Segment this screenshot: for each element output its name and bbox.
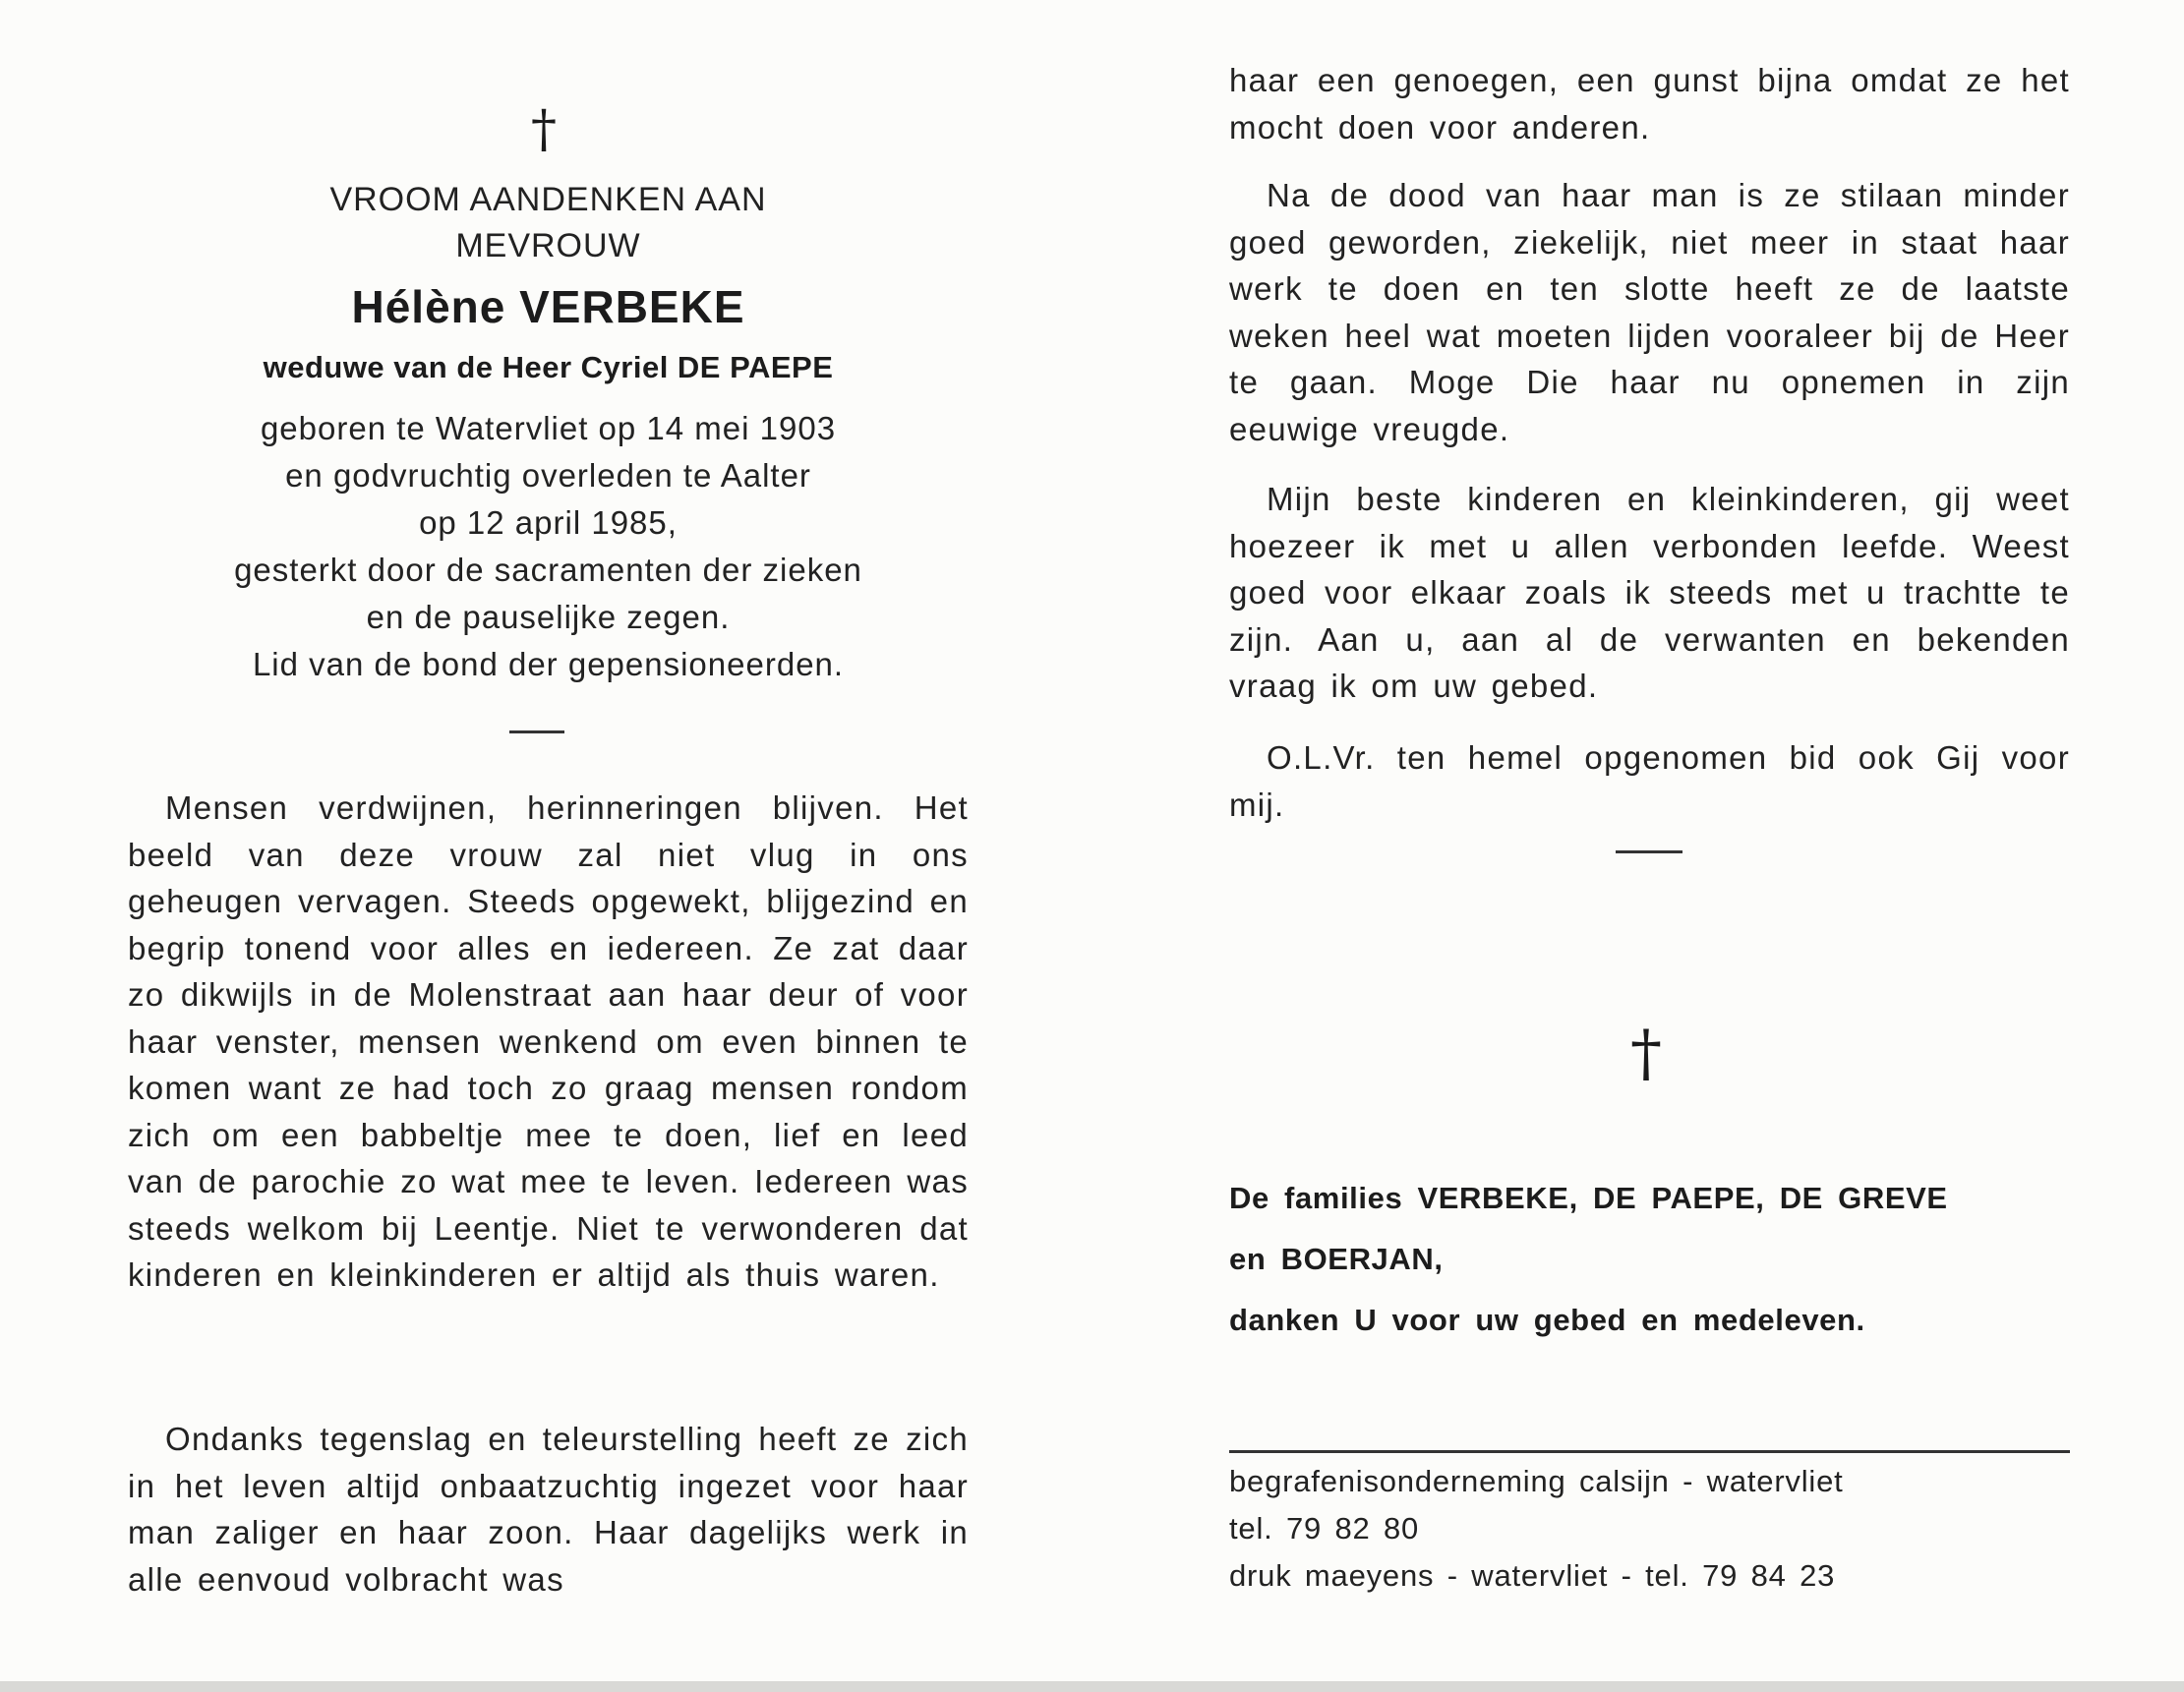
birth-line-5: en de pauselijke zegen. — [366, 599, 731, 635]
paragraph-continued: haar een genoegen, een gunst bijna omdat ze het mocht doen voor anderen. — [1229, 62, 2070, 146]
card-edge — [0, 1681, 2184, 1692]
paragraph-memory: Mensen verdwijnen, herinneringen blijven. Het beeld van deze vrouw zal niet vlug in ons geheugen vervagen. Steeds opgewekt, blijgezind en begrip tonend voor alles en iedereen. Ze zat daar zo dikwijls in de Molenstraat aan haar deur of voor haar venster, mensen wenkend om even binnen te komen want ze had toch zo graag mensen rondom zich om een babbeltje mee te doen, lief en leed van de parochie zo wat mee te leven. Iedereen was steeds welkom bij Leentje. Niet te verwonderen dat kinderen en kleinkinderen er altijd als thuis waren. — [128, 789, 969, 1293]
footer-rule — [1229, 1450, 2070, 1453]
heading-line-1: VROOM AANDENKEN AAN — [329, 181, 767, 218]
paragraph-farewell: Mijn beste kinderen en kleinkinderen, gij weet hoezeer ik met u allen verbonden leefde. Weest goed voor elkaar zoals ik steeds met u trachtte te zijn. Aan u, aan al de verwanten en bekenden vraag ik om uw gebed. — [1229, 481, 2070, 704]
birth-line-3: op 12 april 1985, — [419, 504, 678, 541]
families-line-3: danken U voor uw gebed en medeleven. — [1229, 1303, 1865, 1337]
families-line-2: en BOERJAN, — [1229, 1242, 1444, 1276]
birth-line-4: gesterkt door de sacramenten der zieken — [234, 552, 862, 588]
separator-dash-right — [1616, 850, 1682, 853]
top-cross-icon: † — [531, 100, 557, 159]
paragraph-illness: Na de dood van haar man is ze stilaan minder goed geworden, ziekelijk, niet meer in staat haar werk te doen en ten slotte heeft ze de laatste weken heel wat moeten lijden vooraleer bij de Heer te gaan. Moge Die haar nu opnemen in zijn eeuwige vreugde. — [1229, 177, 2070, 447]
families-line-1: De families VERBEKE, DE PAEPE, DE GREVE — [1229, 1181, 1948, 1215]
deceased-name: Hélène VERBEKE — [351, 281, 745, 332]
widow-of: weduwe van de Heer Cyriel DE PAEPE — [263, 350, 834, 384]
funeral-tel: tel. 79 82 80 — [1229, 1511, 1420, 1546]
paragraph-dedication: Ondanks tegenslag en teleurstelling heeft ze zich in het leven altijd onbaatzuchtig ingezet voor haar man zaliger en haar zoon. Haar dagelijks werk in alle eenvoud volbracht was — [128, 1421, 969, 1598]
birth-line-6: Lid van de bond der gepensioneerden. — [252, 646, 845, 682]
heading-line-2: MEVROUW — [455, 227, 641, 264]
header-block — [128, 177, 969, 688]
birth-details — [128, 405, 969, 688]
birth-line-2: en godvruchtig overleden te Aalter — [285, 457, 811, 494]
birth-line-1: geboren te Watervliet op 14 mei 1903 — [260, 410, 837, 446]
separator-dash — [509, 730, 564, 733]
families-thanks — [1229, 1168, 2070, 1351]
paragraph-prayer: O.L.Vr. ten hemel opgenomen bid ook Gij voor mij. — [1229, 739, 2070, 823]
footer-info — [1229, 1458, 2070, 1600]
funeral-home: begrafenisonderneming calsijn - watervliet — [1229, 1464, 1844, 1498]
bottom-cross-icon: † — [1630, 1018, 1662, 1090]
printer: druk maeyens - watervliet - tel. 79 84 23 — [1229, 1558, 1836, 1593]
